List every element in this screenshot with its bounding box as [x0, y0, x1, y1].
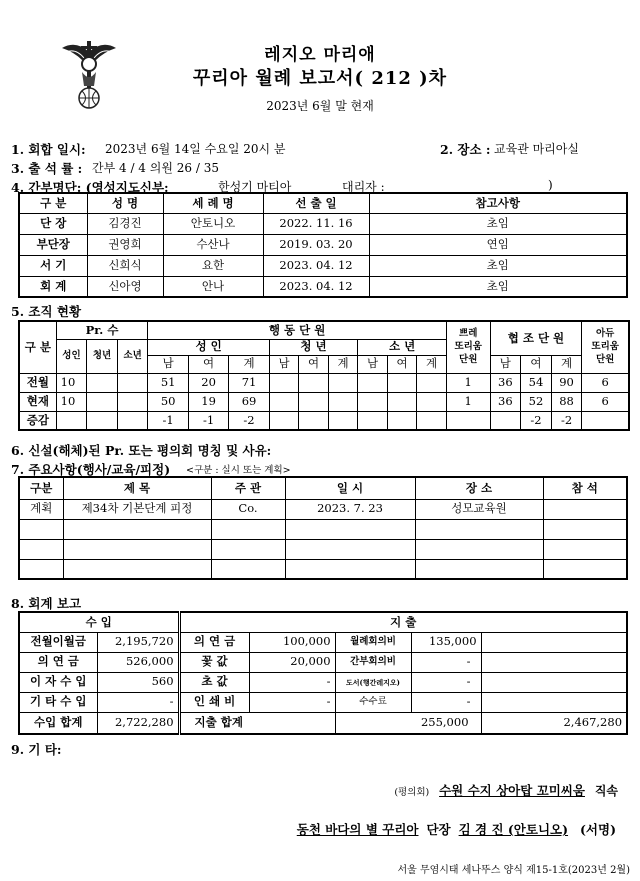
officer-name: 신희식 — [87, 255, 163, 276]
org-header-gubun: 구 분 — [19, 321, 56, 373]
council-line — [394, 781, 618, 799]
form-note: 서울 무염시태 세나뚜스 양식 제15-1호(2023년 2월) — [397, 865, 630, 876]
org-cell: 71 — [229, 373, 269, 392]
event-cell: Co. — [211, 499, 285, 519]
income-total-label: 수입 합계 — [19, 712, 97, 734]
table-row — [19, 692, 627, 712]
expense-label: 의 연 금 — [179, 632, 249, 652]
event-cell — [211, 519, 285, 539]
org-header-female: 여 — [299, 355, 329, 373]
org-cell — [328, 392, 358, 411]
org-cell: 20 — [188, 373, 228, 392]
org-cell — [358, 373, 388, 392]
org-row-label: 전월 — [19, 373, 56, 392]
org-cell — [446, 411, 490, 430]
event-cell — [415, 519, 543, 539]
expense-label: 수수료 — [335, 692, 411, 712]
expense-value: 100,000 — [249, 632, 335, 652]
expense-value: - — [249, 672, 335, 692]
org-cell — [417, 392, 447, 411]
org-cell: -2 — [551, 411, 582, 430]
event-cell — [285, 559, 415, 579]
events-header: 구분 — [19, 477, 63, 499]
org-cell: 6 — [582, 392, 629, 411]
officer-elected: 2022. 11. 16 — [263, 213, 369, 234]
officer-name: 권영희 — [87, 234, 163, 255]
org-cell — [328, 411, 358, 430]
org-cell — [87, 392, 118, 411]
income-value: 2,195,720 — [97, 632, 179, 652]
org-header-total: 계 — [417, 355, 447, 373]
events-label: 7. 주요사항(행사/교육/피정) — [11, 462, 171, 477]
table-row — [19, 373, 629, 392]
org-row-label: 현재 — [19, 392, 56, 411]
events-header: 장 소 — [415, 477, 543, 499]
org-cell — [269, 373, 299, 392]
president-label: 단장 — [426, 822, 451, 837]
org-cell: 10 — [56, 373, 87, 392]
org-cell — [56, 411, 87, 430]
organization-table — [18, 320, 630, 431]
org-cell — [387, 373, 417, 392]
attendance-value: 간부 4 / 4 의원 26 / 35 — [92, 161, 219, 175]
meeting-date-label: 1. 회합 일시: — [11, 142, 86, 157]
proxy-label: 대리자 : — [342, 180, 385, 194]
events-header: 참 석 — [543, 477, 627, 499]
org-cell: 52 — [521, 392, 552, 411]
meeting-date-value: 2023년 6월 14일 수요일 20시 분 — [105, 142, 286, 156]
org-header-pr: Pr. 수 — [56, 321, 148, 339]
section6-label: 6. 신설(해체)된 Pr. 또는 평의회 명칭 및 사유: — [11, 443, 272, 458]
council-suffix: 직속 — [594, 784, 618, 798]
org-cell — [117, 373, 148, 392]
income-label: 기 타 수 입 — [19, 692, 97, 712]
officer-note: 초임 — [369, 255, 627, 276]
event-cell — [19, 519, 63, 539]
org-cell — [490, 411, 521, 430]
officer-note: 초임 — [369, 213, 627, 234]
org-cell — [387, 392, 417, 411]
table-row — [19, 499, 627, 519]
event-cell — [63, 559, 211, 579]
table-row — [19, 392, 629, 411]
expense-total-value: 255,000 — [335, 712, 481, 734]
officer-elected: 2023. 04. 12 — [263, 276, 369, 297]
event-cell: 제34차 기본단계 피정 — [63, 499, 211, 519]
events-table — [18, 476, 628, 580]
balance-value: 2,467,280 — [563, 715, 623, 729]
section9-label: 9. 기 타: — [11, 742, 62, 757]
table-row — [19, 255, 627, 276]
finance-label: 8. 회계 보고 — [11, 596, 82, 611]
finance-empty-cell — [481, 672, 627, 692]
event-cell — [543, 519, 627, 539]
officer-role: 단 장 — [19, 213, 87, 234]
event-cell — [211, 539, 285, 559]
officers-header: 세 례 명 — [163, 193, 263, 213]
income-label: 의 연 금 — [19, 652, 97, 672]
event-cell — [63, 539, 211, 559]
org-cell — [299, 392, 329, 411]
officer-note: 초임 — [369, 276, 627, 297]
finance-total-row — [19, 712, 627, 734]
org-cell — [269, 411, 299, 430]
org-header-active: 행 동 단 원 — [148, 321, 446, 339]
org-header-female: 여 — [188, 355, 228, 373]
org-header-female: 여 — [387, 355, 417, 373]
event-cell: 성모교육원 — [415, 499, 543, 519]
finance-table — [18, 611, 628, 735]
org-cell: 88 — [551, 392, 582, 411]
income-value: 560 — [97, 672, 179, 692]
org-header-pr-youth: 청년 — [87, 339, 118, 373]
table-row — [19, 411, 629, 430]
org-cell: 36 — [490, 392, 521, 411]
events-header: 일 시 — [285, 477, 415, 499]
expense-value: - — [411, 692, 481, 712]
president-name: 김 경 진 (안토니오) — [458, 822, 569, 837]
curia-line — [297, 820, 616, 838]
expense-value: 135,000 — [411, 632, 481, 652]
signature-label: (서명) — [580, 822, 616, 837]
org-cell: -2 — [229, 411, 269, 430]
officer-baptismal: 안나 — [163, 276, 263, 297]
expense-total-label: 지출 합계 — [179, 712, 335, 734]
table-row — [19, 559, 627, 579]
expense-value: 20,000 — [249, 652, 335, 672]
event-cell — [285, 519, 415, 539]
event-cell: 2023. 7. 23 — [285, 499, 415, 519]
org-cell — [117, 392, 148, 411]
org-cell — [417, 373, 447, 392]
event-cell — [211, 559, 285, 579]
table-row — [19, 234, 627, 255]
organization-label: 5. 조직 현황 — [11, 304, 82, 319]
income-value: - — [97, 692, 179, 712]
org-header-aux: 협 조 단 원 — [490, 321, 582, 355]
finance-empty-cell — [481, 692, 627, 712]
event-cell — [543, 539, 627, 559]
income-label: 전월이월금 — [19, 632, 97, 652]
expense-value: - — [249, 692, 335, 712]
org-cell — [582, 411, 629, 430]
officers-label: 4. 간부명단: (영성지도신부: — [11, 180, 169, 195]
officer-note: 연임 — [369, 234, 627, 255]
org-cell: 36 — [490, 373, 521, 392]
expense-label: 월례회의비 — [335, 632, 411, 652]
officer-baptismal: 수산나 — [163, 234, 263, 255]
expense-label: 초 값 — [179, 672, 249, 692]
org-cell — [299, 411, 329, 430]
income-header: 수 입 — [19, 612, 179, 632]
expense-header: 지 출 — [179, 612, 627, 632]
expense-label: 꽃 값 — [179, 652, 249, 672]
council-label: (평의회) — [394, 787, 430, 798]
officer-role: 서 기 — [19, 255, 87, 276]
officers-header: 구 분 — [19, 193, 87, 213]
org-header-male: 남 — [358, 355, 388, 373]
org-header-male: 남 — [148, 355, 188, 373]
income-label: 이 자 수 입 — [19, 672, 97, 692]
org-cell: 54 — [521, 373, 552, 392]
income-total-value: 2,722,280 — [97, 712, 179, 734]
attendance-label: 3. 출 석 률 : — [11, 161, 83, 176]
events-header: 주 관 — [211, 477, 285, 499]
officers-header: 성 명 — [87, 193, 163, 213]
org-header-pparle: 쁘레 또리움 단원 — [446, 321, 490, 373]
event-cell — [19, 539, 63, 559]
balance-cell — [481, 712, 627, 734]
org-header-total: 계 — [551, 355, 582, 373]
org-cell: -1 — [148, 411, 188, 430]
org-header-total: 계 — [229, 355, 269, 373]
org-header-child: 소 년 — [358, 339, 447, 355]
org-cell: 1 — [446, 392, 490, 411]
event-cell — [415, 539, 543, 559]
officers-header: 참고사항 — [369, 193, 627, 213]
expense-value: - — [411, 652, 481, 672]
expense-label: 도서(행간레지오) — [335, 672, 411, 692]
org-cell: 6 — [582, 373, 629, 392]
officer-baptismal: 요한 — [163, 255, 263, 276]
expense-label: 간부회의비 — [335, 652, 411, 672]
org-header-adult: 성 인 — [148, 339, 269, 355]
title-line2: 꾸리아 월례 보고서( 212 )차 — [192, 68, 448, 89]
org-row-label: 증감 — [19, 411, 56, 430]
org-cell: 51 — [148, 373, 188, 392]
income-value: 526,000 — [97, 652, 179, 672]
org-cell: 10 — [56, 392, 87, 411]
officers-header: 선 출 일 — [263, 193, 369, 213]
officers-table — [18, 192, 628, 298]
officer-elected: 2023. 04. 12 — [263, 255, 369, 276]
org-cell — [117, 411, 148, 430]
org-header-male: 남 — [269, 355, 299, 373]
org-cell: -1 — [188, 411, 228, 430]
event-cell — [543, 559, 627, 579]
officer-name: 신아영 — [87, 276, 163, 297]
org-cell: 1 — [446, 373, 490, 392]
org-header-male: 남 — [490, 355, 521, 373]
org-cell — [269, 392, 299, 411]
event-cell — [19, 559, 63, 579]
org-cell: 69 — [229, 392, 269, 411]
org-cell — [87, 373, 118, 392]
table-row — [19, 539, 627, 559]
subtitle: 2023년 6월 말 현재 — [266, 99, 374, 113]
finance-empty-cell — [481, 652, 627, 672]
meeting-place-value: 교육관 마리아실 — [494, 142, 579, 156]
org-cell — [358, 411, 388, 430]
org-cell — [358, 392, 388, 411]
expense-label: 인 쇄 비 — [179, 692, 249, 712]
table-row — [19, 276, 627, 297]
spiritual-director: 한성기 마티아 — [218, 180, 292, 194]
org-cell: 50 — [148, 392, 188, 411]
table-row — [19, 632, 627, 652]
council-name: 수원 수지 상아탑 꼬미씨움 — [439, 783, 585, 798]
officer-elected: 2019. 03. 20 — [263, 234, 369, 255]
org-cell — [87, 411, 118, 430]
table-row — [19, 672, 627, 692]
org-header-pr-adult: 성인 — [56, 339, 87, 373]
officer-name: 김경진 — [87, 213, 163, 234]
org-header-total: 계 — [328, 355, 358, 373]
event-cell — [543, 499, 627, 519]
org-header-adju: 아듀 또리움 단원 — [582, 321, 629, 373]
officer-baptismal: 안토니오 — [163, 213, 263, 234]
finance-empty-cell — [481, 632, 627, 652]
event-cell: 계획 — [19, 499, 63, 519]
officer-role: 회 계 — [19, 276, 87, 297]
org-header-youth: 청 년 — [269, 339, 358, 355]
event-cell — [285, 539, 415, 559]
events-header: 제 목 — [63, 477, 211, 499]
org-header-pr-child: 소년 — [117, 339, 148, 373]
org-cell — [328, 373, 358, 392]
event-cell — [415, 559, 543, 579]
event-cell — [63, 519, 211, 539]
org-header-female: 여 — [521, 355, 552, 373]
curia-name: 동천 바다의 별 꾸리아 — [296, 822, 419, 837]
events-note: <구분 : 실시 또는 계획> — [186, 465, 291, 476]
table-row — [19, 213, 627, 234]
org-cell: -2 — [521, 411, 552, 430]
org-cell: 90 — [551, 373, 582, 392]
org-cell — [387, 411, 417, 430]
table-row — [19, 519, 627, 539]
org-cell — [417, 411, 447, 430]
title-line1: 레지오 마리애 — [264, 45, 376, 65]
org-cell — [299, 373, 329, 392]
table-row — [19, 652, 627, 672]
org-cell: 19 — [188, 392, 228, 411]
proxy-close: ) — [548, 178, 553, 192]
meeting-place-label: 2. 장소 : — [440, 142, 491, 157]
officer-role: 부단장 — [19, 234, 87, 255]
expense-value: - — [411, 672, 481, 692]
